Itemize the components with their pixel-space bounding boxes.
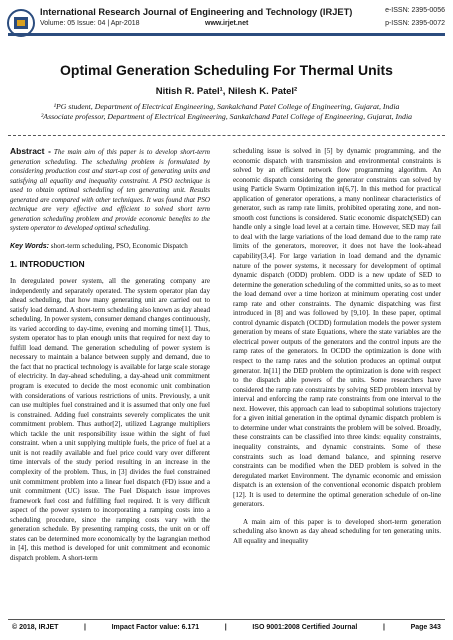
journal-title: International Research Journal of Engineering and Technology (IRJET)	[40, 7, 353, 17]
section-divider	[8, 135, 445, 142]
abstract-text: The main aim of this paper is to develop short-term generation scheduling. The scheduling problem is formulated by considering production cost and start-up cost of generating units and satisfying all equality and inequality constraint. A PSO technique is used to obtain optimal scheduling of ten generating unit. Results generated are compared with other techniques. It was found that PSO technique are very effective and efficient to solved short term generation scheduling problem and provide economic benefits to the system operator to developed optimal scheduling.	[10, 148, 210, 233]
journal-website[interactable]: www.irjet.net	[205, 20, 249, 27]
footer-page-number: Page 343	[410, 624, 441, 631]
left-column	[10, 147, 210, 563]
footer-separator: |	[224, 624, 227, 631]
abstract-label: Abstract -	[10, 146, 51, 156]
p-issn: p-ISSN: 2395-0072	[385, 20, 445, 27]
intro-paragraph-2: scheduling issue is solved in [5] by dynamic programming, and the economic dispatch with transmission and environmental constraints is solved by an efficient network flow programming algorithm. An economic dispatch considering the generator constraints can solved by using Particle Swarm Optimization in[6,7]. In this method for practical application of generator operations, a many nonlinear characteristics of generator, such as ramp rate limits, prohibited operating zone, and non-smooth cost functions is considered. Static economic dispatch(SED) can handle only a single load level at a certain time. However, SED may fail to deal with the large variations of the load demand due to the ramp rate limits of the generators, moreover, it does not have the look-ahead capability[3,4]. For large variation in load demand and the dynamic nature of the power systems, it necessary for development of optimal dynamic dispatch (ODD) problem. ODD is a new update of SED to determine the generation scheduling of the committed units, so as to meet the load demand over a time horizon at minimum operating cost under ramp rate and other constraints. The dynamic dispatching was first introduced in [8] and was followed by [9,10]. In these paper, optimal control dynamic dispatch (OCDD) formulation models the power system generation by means of state Equations, where the state variables are the electrical power outputs of the generators and the control inputs are the ramp rates of the generators. In OCDD the optimization is done with respect to the ramp rates and the solution produces an optimal output generator. In[11] the DED problem the optimization is done with respect to the dispatch able powers of the units. Some researchers have considered the ramp rate constraints by solving SED problem interval by interval and enforcing the ramp rate constraints from one interval to the next. However, this approach can lead to suboptimal solutions trajectory for a given initial generation in the optimal dynamic dispatch problem is to determine under what constraints the problem will be solved. Broadly, these constraints can be classified into three kinds: equality constraints, inequality constraints, and dynamic constraints. Some of these constraints such as load demand balance, and spinning reserve constraints can be modified when the DED problem is solved in the deregulated market Environment. The dynamic economic and emission dispatch is an extension of the conventional economic dispatch problem [12]. It is used to determine the optimal generation schedule of on-line generators.	[233, 147, 441, 509]
journal-header	[0, 0, 453, 50]
keywords	[10, 242, 210, 252]
footer-copyright: © 2018, IRJET	[12, 624, 59, 631]
header-divider	[8, 33, 445, 36]
intro-paragraph-3: A main aim of this paper is to developed short-term generation scheduling also known as day ahead scheduling for ten generating units. All equality and inequality	[233, 517, 441, 545]
affiliation-1: ¹PG student, Department of Electrical Engineering, Sankalchand Patel College of Engineering, Gujarat, India	[53, 102, 400, 111]
footer-separator: |	[84, 624, 86, 631]
intro-paragraph-1: In deregulated power system, all the generating company are independently and separately operated. The system operator plan day ahead scheduling, that how many generating unit are carried out to satisfy load demand. A short-term scheduling also known as day ahead scheduling. In power system, consumer demand changes continuously, its varied according to day-time, evening and morning time[1]. Thus, system operator has to plan enough units that required for next day to fulfill load demand. The generation scheduling of power system is necessary to maintain a balance between supply and demand, due to the fact that no practical technology is available for large scale storage of electricity. In day-ahead scheduling, a day-ahead unit commitment program is executed to decide the most economic unit combination with considerations of various restrictions of units. Previously, a unit can use multiples fuel constrained and it is assumed that only one fuel is constrained. Adding fuel constraints severely complicates the unit commitment problem. Thus author[2], utilized Lagrange multipliers which tackle the unit responsibility issue within the sight of fuel constraint. when a unit supplying multiple fuels, the price of fuel at a unit is not readily available and fuel price could vary over different time intervals of the study period resulting in an increase in the complexity of the problem. Thus, in [3] divides the fuel constrained unit commitment problem into a linear fuel dispatch (FD) issue and a unit commitment (UC) issue. The Fuel Dispatch issue improves framework fuel cost and fulfilling fuel required. It is very difficult aspect of the power system to incorporating a ramping costs into a scheduling procedure, since the ramping costs vary with the generation schedule. By presenting ramping costs, the unit on or off states can be determined more economically by the lagrangian method in [4], this method is developed for unit commitment and economic dispatch problem. A short-term	[10, 277, 210, 562]
footer-divider	[8, 619, 445, 620]
footer-impact-factor: Impact Factor value: 6.171	[111, 624, 200, 631]
section-heading-introduction: 1. INTRODUCTION	[10, 259, 85, 270]
paper-title: Optimal Generation Scheduling For Thermal Units	[60, 62, 393, 78]
affiliation-2: ²Associate professor, Department of Electrical Engineering, Sankalchand Patel College of Engineering, Gujarat, India	[40, 112, 413, 121]
journal-volume: Volume: 05 Issue: 04 | Apr-2018	[40, 20, 140, 27]
keywords-text: short-term scheduling, PSO, Economic Dispatch	[50, 241, 188, 250]
keywords-label: Key Words:	[10, 242, 50, 250]
right-column	[233, 147, 441, 546]
e-issn: e-ISSN: 2395-0056	[385, 7, 445, 14]
page-footer	[12, 624, 441, 631]
paper-authors: Nitish R. Patel¹, Nilesh K. Patel²	[155, 86, 298, 97]
abstract	[10, 147, 210, 234]
footer-iso: ISO 9001:2008 Certified Journal	[252, 624, 358, 631]
footer-separator: |	[382, 624, 385, 631]
author-affiliations	[30, 102, 423, 122]
